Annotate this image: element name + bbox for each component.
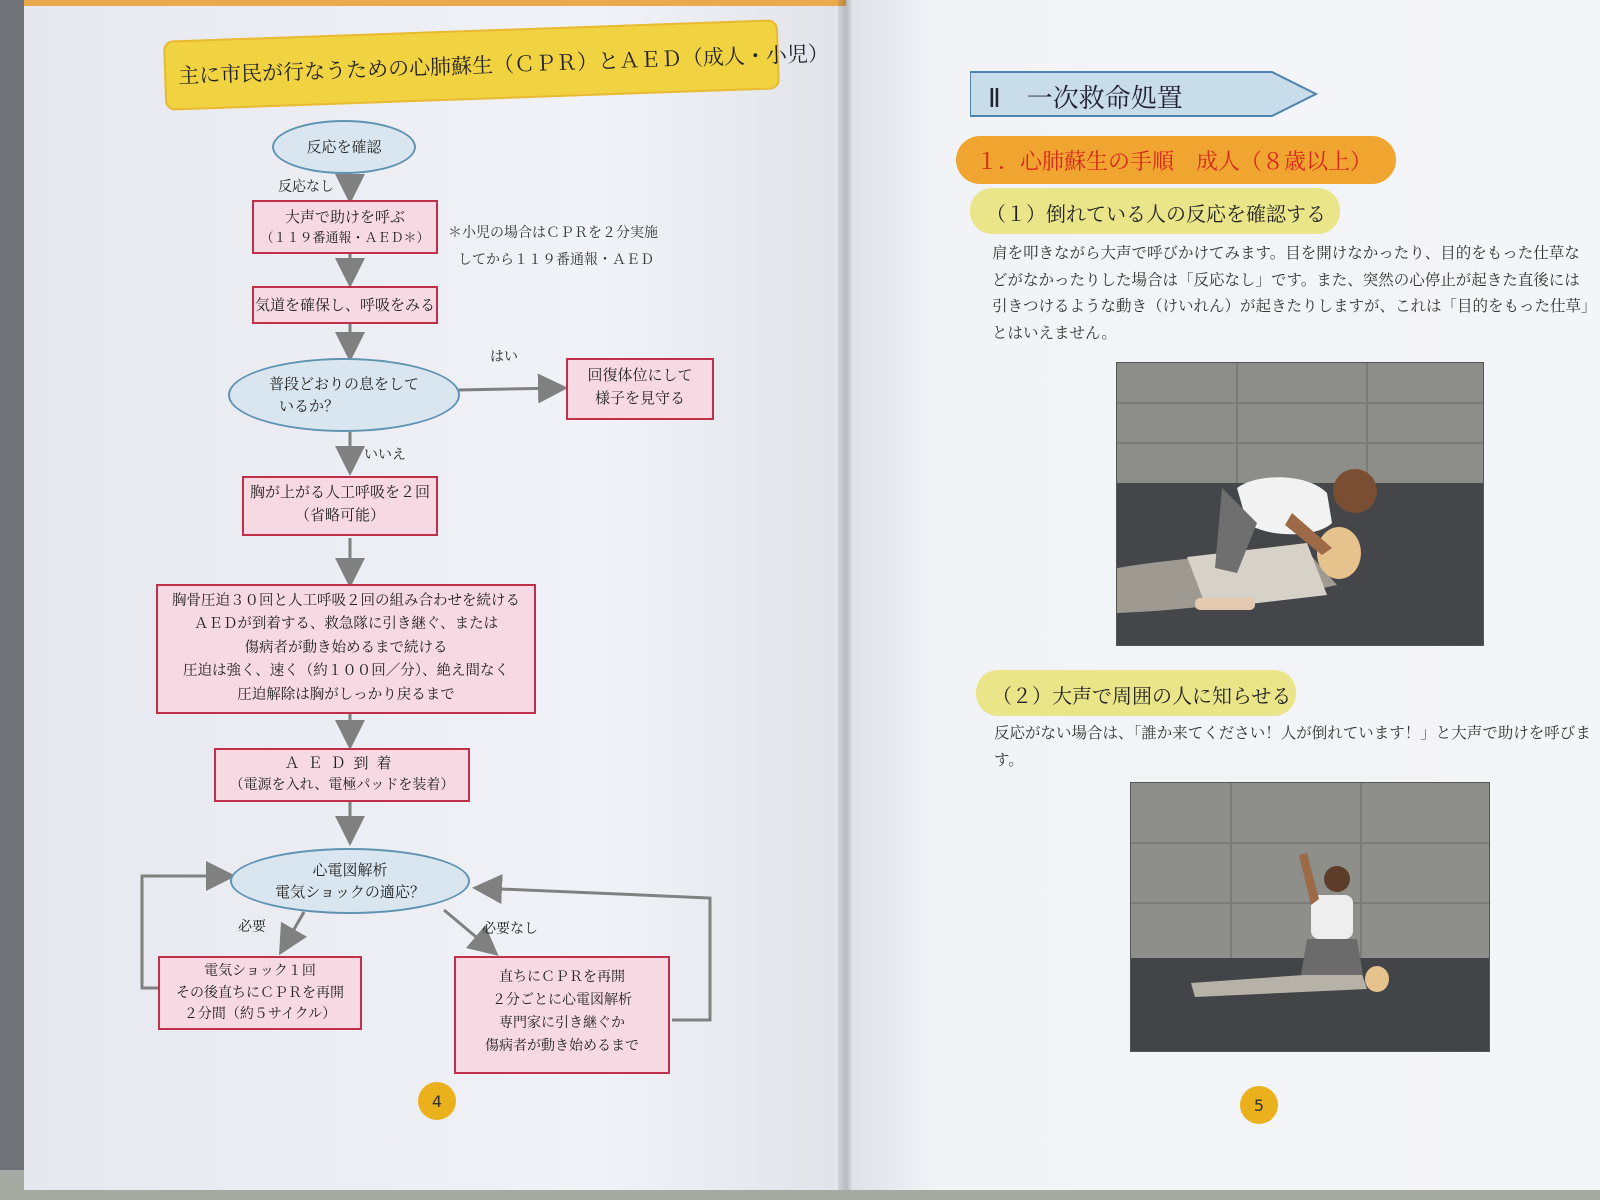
step2-paragraph: 反応がない場合は、「誰か来てください！人が倒れています！」と大声で助けを呼びます。 xyxy=(994,724,1591,769)
shock-line3: ２分間（約５サイクル） xyxy=(183,1006,337,1023)
no-response-label: 反応なし xyxy=(278,179,334,195)
shock-line2: その後直ちにＣＰＲを再開 xyxy=(176,984,344,1001)
child-note-line2: してから１１９番通報・ＡＥＤ xyxy=(458,251,654,268)
call-help-line2: （１１９番通報・ＡＥＤ＊） xyxy=(260,230,430,246)
ecg-line1: 心電図解析 xyxy=(312,860,388,879)
step1-title-pill xyxy=(970,188,1340,234)
book-spine xyxy=(838,0,854,1190)
aed-arrival-line1: ＡＥＤ到着 xyxy=(284,754,400,772)
cpr-line3: 傷病者が動き始めるまで続ける xyxy=(244,639,448,656)
resume-line2: ２分ごとに心電図解析 xyxy=(492,992,632,1009)
recovery-line2: 様子を見守る xyxy=(594,388,685,407)
page-top-edge xyxy=(24,0,846,6)
yes-label: はい xyxy=(490,349,518,365)
check-response-label: 反応を確認 xyxy=(306,137,382,156)
step2-title: （２）大声で周囲の人に知らせる xyxy=(992,684,1292,708)
recovery-position-node xyxy=(566,358,714,420)
airway-node xyxy=(252,286,438,324)
breathing-question-line1: 普段どおりの息をして xyxy=(268,374,419,393)
breathing-question-line2: いるか？ xyxy=(278,397,339,415)
child-note-line1: ＊小児の場合はＣＰＲを２分実施 xyxy=(448,225,658,241)
rescue-breath-line1: 胸が上がる人工呼吸を２回 xyxy=(249,483,430,501)
aed-arrival-node xyxy=(214,748,470,802)
resume-line4: 傷病者が動き始めるまで xyxy=(485,1038,639,1055)
call-for-help-photo-illustration xyxy=(1131,783,1489,1051)
cpr-line5: 圧迫解除は胸がしっかり戻るまで xyxy=(237,686,455,703)
step2-title-pill xyxy=(976,670,1296,716)
procedure-heading-label: １．心肺蘇生の手順 成人（８歳以上） xyxy=(976,150,1373,175)
section-tag-label: Ⅱ 一次救命処置 xyxy=(988,84,1183,114)
resume-line1: 直ちにＣＰＲを再開 xyxy=(499,969,625,985)
rescue-breath-line2: （省略可能） xyxy=(294,505,385,524)
airway-label: 気道を確保し、呼吸をみる xyxy=(254,296,435,314)
no-label: いいえ xyxy=(364,447,406,463)
check-response-node xyxy=(272,120,416,174)
procedure-heading xyxy=(956,136,1396,184)
resume-cpr-node xyxy=(454,956,670,1074)
recovery-line1: 回復体位にして xyxy=(587,366,693,384)
cpr-line4: 圧迫は強く、速く（約１００回／分）、絶え間なく xyxy=(183,663,509,680)
not-needed-label: 必要なし xyxy=(482,921,538,937)
response-check-photo-illustration xyxy=(1117,363,1483,645)
cpr-line2: ＡＥＤが到着する、救急隊に引き継ぐ、または xyxy=(193,616,499,633)
cpr-node xyxy=(156,584,536,714)
cpr-line1: 胸骨圧迫３０回と人工呼吸２回の組み合わせを続ける xyxy=(172,593,520,609)
left-page xyxy=(24,0,846,1190)
page-number-right: 5 xyxy=(1240,1086,1278,1124)
right-page xyxy=(846,0,1600,1190)
response-check-photo xyxy=(1116,362,1484,646)
resume-line3: 専門家に引き継ぐか xyxy=(499,1015,625,1032)
aed-arrival-line2: （電源を入れ、電極パッドを装着） xyxy=(229,776,455,793)
shock-line1: 電気ショック１回 xyxy=(204,963,316,979)
flowchart-title: 主に市民が行なうための心肺蘇生（ＣＰＲ）とＡＥＤ（成人・小児） xyxy=(177,41,830,89)
rescue-breath-node xyxy=(242,476,438,536)
ecg-analysis-node xyxy=(230,848,470,914)
section-tag xyxy=(970,70,1320,118)
child-note xyxy=(448,220,658,273)
call-help-line1: 大声で助けを呼ぶ xyxy=(284,208,405,226)
shock-node xyxy=(158,956,362,1030)
page-number-left: 4 xyxy=(418,1082,456,1120)
needed-label: 必要 xyxy=(238,919,266,935)
step1-title: （１）倒れている人の反応を確認する xyxy=(986,202,1326,226)
breathing-question-node xyxy=(228,358,460,432)
call-help-node xyxy=(252,200,438,254)
step1-paragraph: 肩を叩きながら大声で呼びかけてみます。目を開けなかったり、目的をもった仕草などがなかったりした場合は「反応なし」です。また、突然の心停止が起きた直後には引きつけるような動き（けいれん）が起きたりしますが、これは「目的をもった仕草」とはいえません。 xyxy=(992,244,1589,342)
call-for-help-photo xyxy=(1130,782,1490,1052)
ecg-line2: 電気ショックの適応？ xyxy=(275,883,425,901)
